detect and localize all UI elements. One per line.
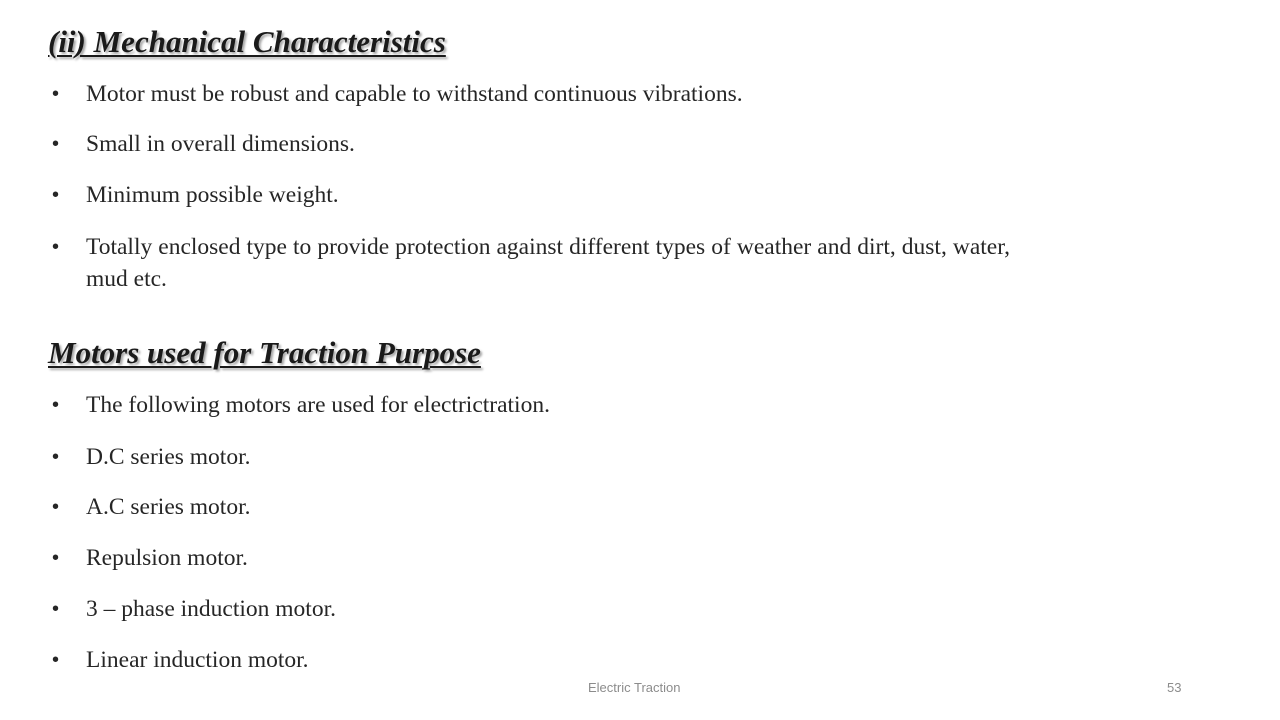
page-number: 53 (1167, 680, 1182, 695)
list-item (48, 179, 1016, 211)
bullet-icon: • (52, 184, 60, 206)
bullet-icon: • (52, 547, 60, 569)
list-item (48, 78, 1016, 110)
list-item (48, 542, 1016, 574)
list-item-text: A.C series motor. (86, 494, 251, 520)
section-heading-traction-motors: Motors used for Traction Purpose (48, 335, 481, 370)
list-item (48, 441, 1016, 473)
list-item (48, 593, 1016, 625)
bullet-icon: • (52, 133, 60, 155)
list-item (48, 128, 1016, 160)
bullet-icon: • (52, 394, 60, 416)
footer-title: Electric Traction (588, 680, 681, 695)
bullet-icon: • (52, 496, 60, 518)
bullet-icon: • (52, 446, 60, 468)
list-item-text: Totally enclosed type to provide protection against different types of weather and dirt, dust, water, mud etc. (86, 234, 1010, 292)
bullet-icon: • (52, 83, 60, 105)
list-item-text: The following motors are used for electrictration. (86, 392, 550, 418)
list-item (48, 389, 1016, 421)
list-item (48, 491, 1016, 523)
list-item-text: 3 – phase induction motor. (86, 596, 336, 622)
list-item (48, 231, 1010, 295)
list-item-text: Repulsion motor. (86, 545, 248, 571)
section-heading-mechanical: (ii) Mechanical Characteristics (48, 24, 446, 59)
list-item-text: Minimum possible weight. (86, 182, 339, 208)
list-item (48, 644, 1016, 676)
bullet-icon: • (52, 236, 60, 258)
list-item-text: Motor must be robust and capable to withstand continuous vibrations. (86, 81, 743, 107)
bullet-icon: • (52, 598, 60, 620)
list-item-text: D.C series motor. (86, 444, 251, 470)
list-item-text: Small in overall dimensions. (86, 131, 355, 157)
bullet-icon: • (52, 649, 60, 671)
list-item-text: Linear induction motor. (86, 647, 309, 673)
